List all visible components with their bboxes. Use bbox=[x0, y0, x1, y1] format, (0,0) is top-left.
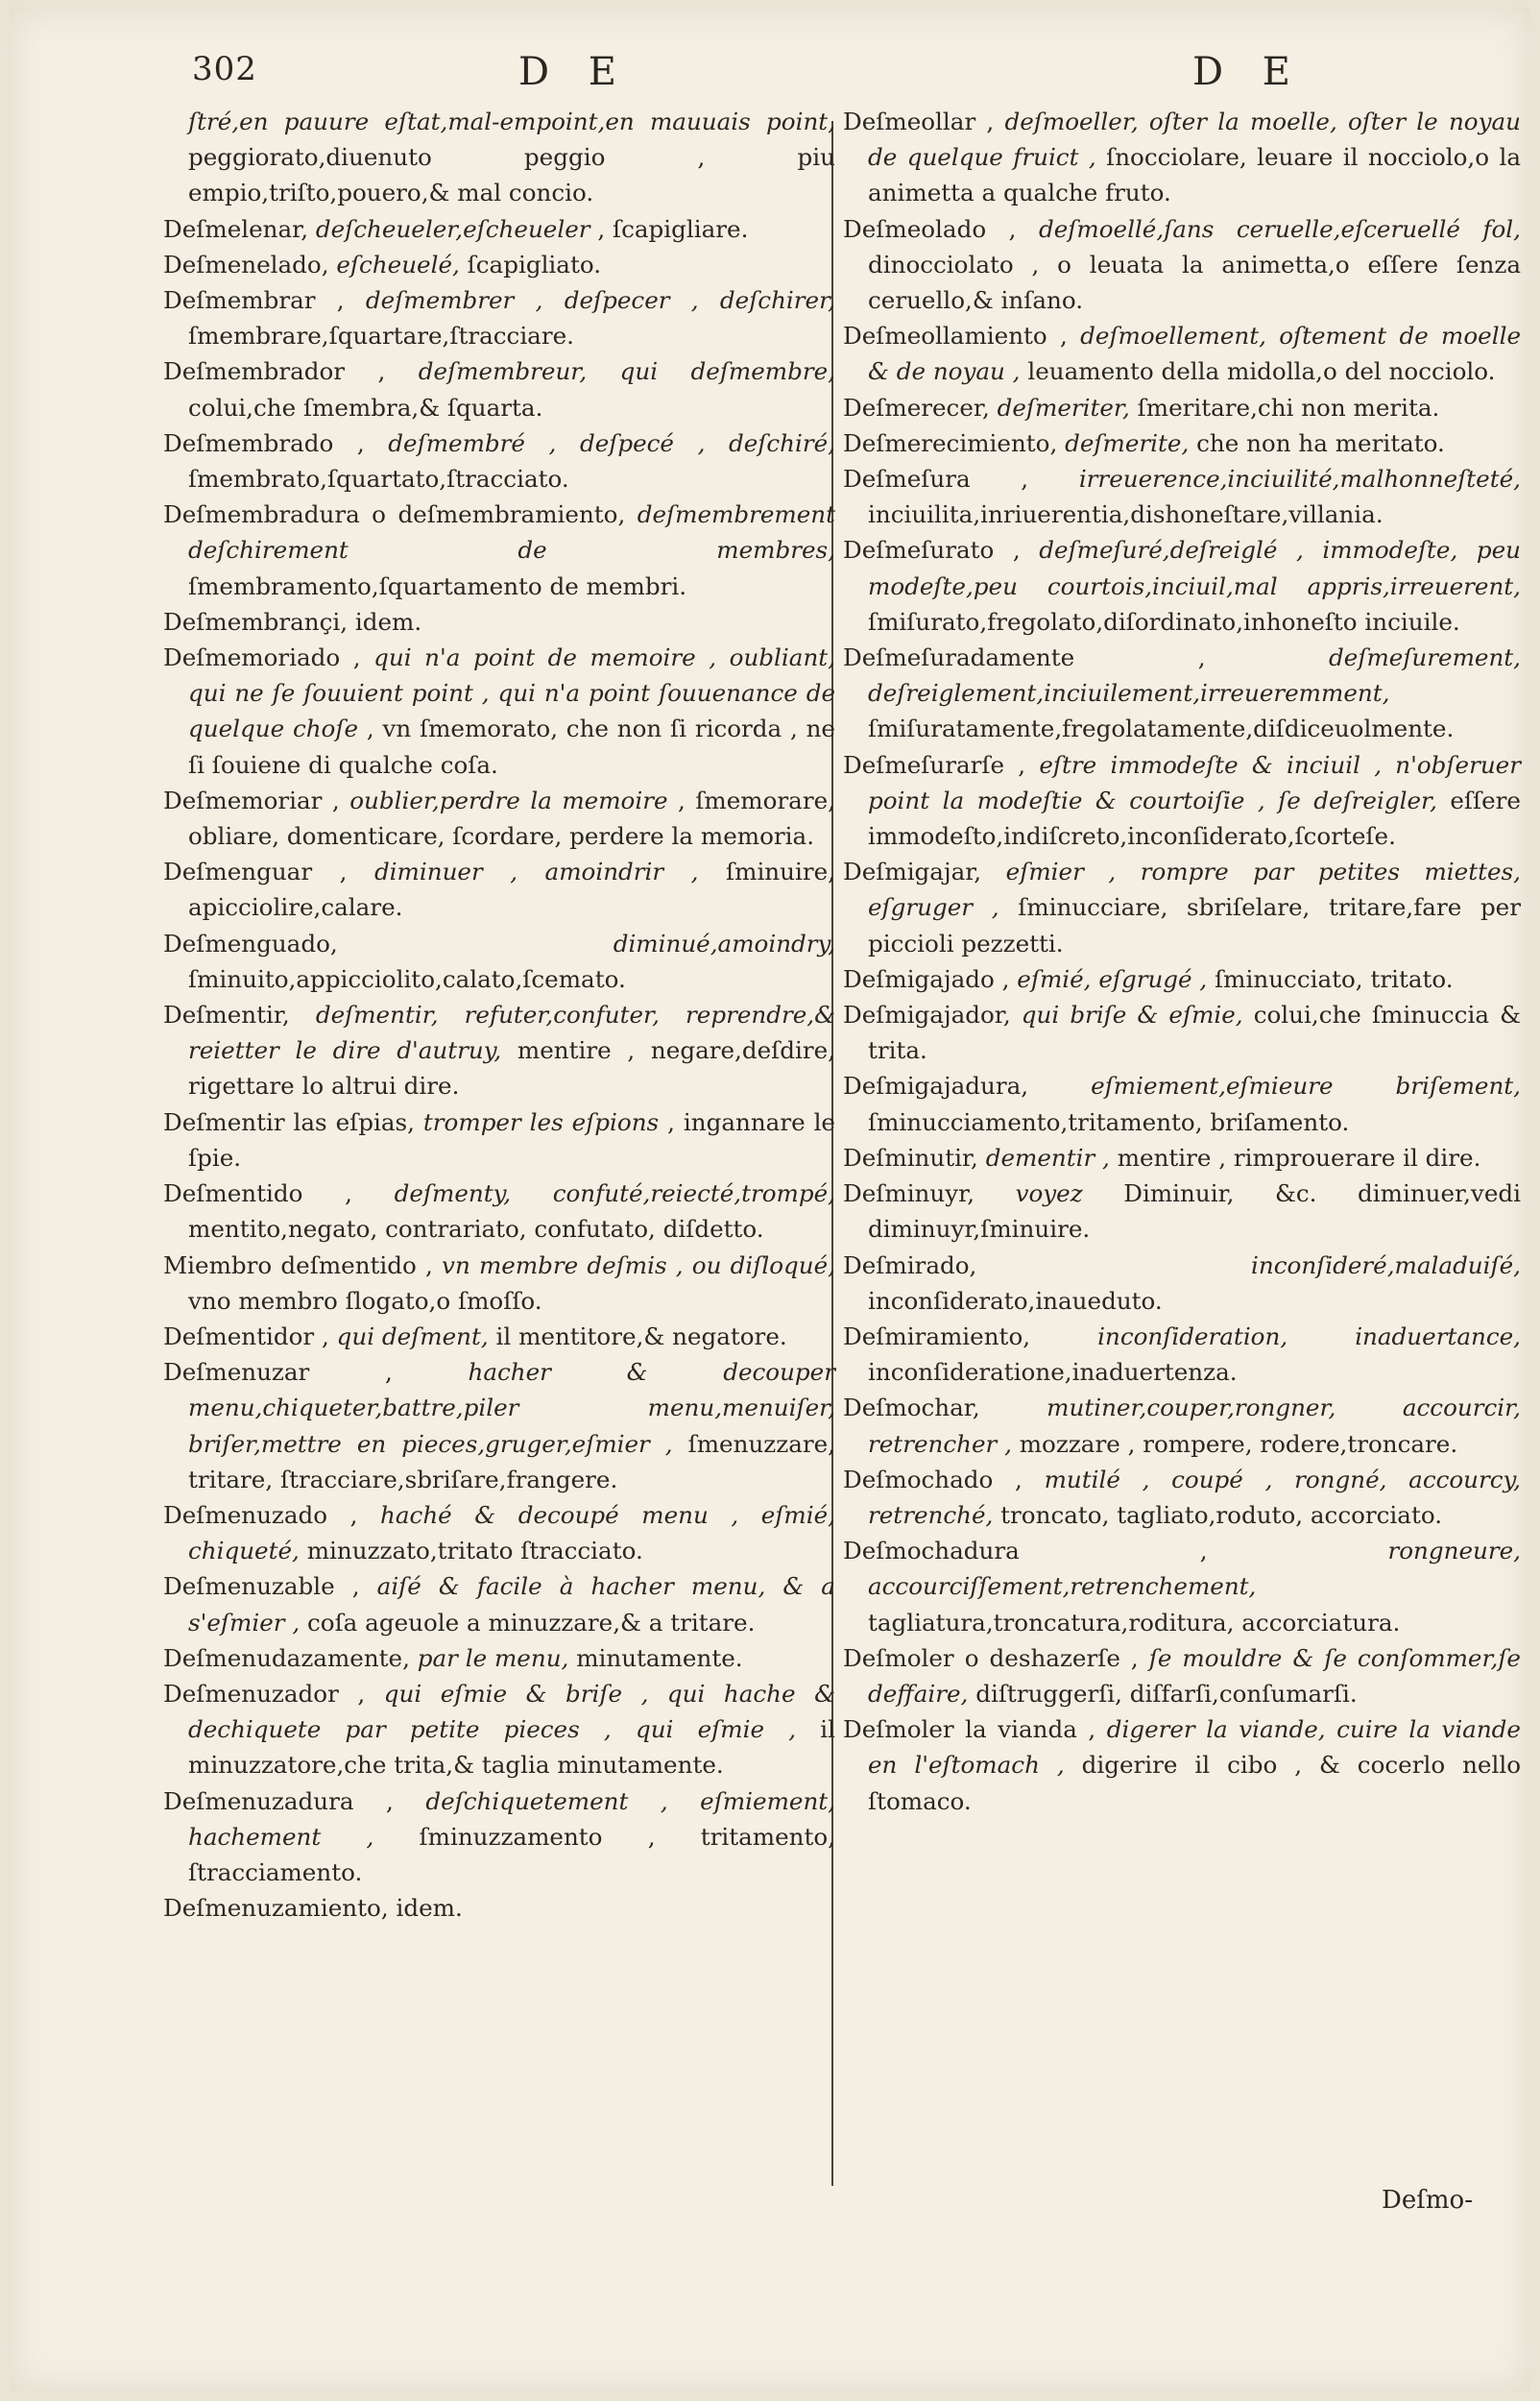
entry-french-gloss: inconſideré,maladuiſé, bbox=[1251, 1250, 1521, 1279]
dictionary-entry bbox=[843, 104, 1521, 211]
dictionary-entry bbox=[843, 318, 1521, 389]
entry-italian-gloss: mentire , negare,deſdire, rigettare lo altrui dire. bbox=[188, 1036, 835, 1101]
entry-headword: Deſmembrançi, bbox=[163, 607, 349, 636]
entry-headword: Deſmeſura , bbox=[843, 465, 1029, 494]
entry-headword: Deſmigajar, bbox=[843, 858, 982, 886]
entry-french-gloss: deſmeriter, bbox=[997, 393, 1130, 422]
entry-french-gloss: digerer la viande, cuire la viande en l'eſtomach , bbox=[868, 1715, 1521, 1780]
entry-french-gloss: oublier,perdre la memoire bbox=[349, 786, 668, 814]
entry-headword: Deſmembrado , bbox=[163, 428, 365, 457]
entry-italian-gloss: il mentitore,& negatore. bbox=[495, 1322, 787, 1350]
entry-french-gloss: eſtre immodeſte & inciuil , n'obſeruer point la modeſtie & courtoiſie , ſe deſreigler, bbox=[868, 750, 1521, 814]
entry-headword: Deſmigajador, bbox=[843, 1001, 1011, 1030]
entry-headword: Deſmentido , bbox=[163, 1179, 352, 1208]
entry-headword: Deſmenuzable , bbox=[163, 1572, 360, 1601]
entry-french-gloss: eſmié, eſgrugé , bbox=[1017, 964, 1208, 993]
entry-headword: Deſmenuzador , bbox=[163, 1679, 366, 1708]
right-column bbox=[843, 104, 1521, 1819]
dictionary-entry bbox=[163, 1783, 835, 1891]
dictionary-entry bbox=[163, 1640, 835, 1676]
dictionary-entry bbox=[843, 211, 1521, 319]
entry-headword: Deſmochado , bbox=[843, 1465, 1023, 1493]
entry-italian-gloss: ſminuire, apicciolire,calare. bbox=[188, 858, 835, 922]
entry-headword: Deſmembrar , bbox=[163, 286, 345, 315]
entry-italian-gloss: dinocciolato , o leuata la animetta,o eſſere ſenza ceruello,& inſano. bbox=[868, 250, 1521, 315]
page-number: 302 bbox=[192, 50, 257, 88]
entry-french-gloss: mutilé , coupé , rongné, accourcy, retrenché, bbox=[868, 1465, 1521, 1529]
entry-italian-gloss: troncato, tagliato,roduto, accorciato. bbox=[1000, 1500, 1443, 1529]
entry-italian-gloss: idem. bbox=[354, 607, 422, 636]
entry-headword: Deſmoler la vianda , bbox=[843, 1715, 1096, 1744]
dictionary-entry bbox=[163, 1568, 835, 1639]
entry-french-gloss: eſmiement,eſmieure briſement, bbox=[1091, 1072, 1521, 1101]
entry-headword: Deſminuyr, bbox=[843, 1179, 975, 1208]
entry-italian-gloss: che non ha meritato. bbox=[1196, 428, 1445, 457]
dictionary-entry bbox=[163, 1890, 835, 1926]
entry-italian-gloss: ſminuito,appicciolito,calato,ſcemato. bbox=[188, 964, 626, 993]
running-head bbox=[10, 50, 1530, 98]
entry-french-gloss: mutiner,couper,rongner, accourcir, retrencher , bbox=[868, 1394, 1521, 1458]
dictionary-page bbox=[10, 8, 1530, 2391]
entry-french-gloss: deſmembreur, qui deſmembre, bbox=[418, 357, 835, 386]
entry-french-gloss: deſmembrement deſchirement de membres, bbox=[188, 500, 835, 565]
entry-french-gloss: deſmeſuré,deſreiglé , immodeſte, peu modeſte,peu courtois,inciuil,mal appris,irreuerent, bbox=[868, 536, 1522, 600]
entry-italian-gloss: inciuilita,inriuerentia,dishoneſtare,villania. bbox=[868, 500, 1384, 529]
dictionary-entry bbox=[163, 997, 835, 1104]
left-column bbox=[163, 104, 835, 1926]
dictionary-entry bbox=[163, 604, 835, 640]
entry-headword: Deſmentidor , bbox=[163, 1322, 329, 1350]
right-running-letters: D E bbox=[1192, 50, 1304, 94]
dictionary-entry bbox=[163, 854, 835, 925]
dictionary-entry bbox=[843, 747, 1521, 855]
entry-italian-gloss: ſmembramento,ſquartamento de membri. bbox=[188, 571, 687, 600]
entry-italian-gloss: ſminuzzamento , tritamento, ſtracciamento. bbox=[188, 1822, 835, 1886]
entry-italian-gloss: ſminucciare, sbriſelare, tritare,fare per piccioli pezzetti. bbox=[868, 893, 1521, 958]
entry-french-gloss: eſcheuelé, bbox=[336, 250, 460, 279]
entry-headword: Deſmirado, bbox=[843, 1250, 977, 1279]
entry-italian-gloss: ſnocciolare, leuare il nocciolo,o la animetta a qualche fruto. bbox=[868, 143, 1521, 207]
entry-headword: Deſmigajado , bbox=[843, 964, 1010, 993]
entry-french-gloss: deſmoellement, oſtement de moelle & de noyau , bbox=[868, 322, 1522, 386]
dictionary-entry bbox=[163, 282, 835, 353]
entry-italian-gloss: , ſcapigliare. bbox=[597, 214, 749, 243]
entry-headword: Deſmeollar , bbox=[843, 108, 995, 135]
entry-italian-gloss: colui,che ſminuccia & trita. bbox=[868, 1001, 1521, 1065]
dictionary-entry bbox=[163, 1676, 835, 1783]
entry-french-gloss: vn membre deſmis , ou diſloqué, bbox=[442, 1250, 835, 1279]
dictionary-entry bbox=[163, 425, 835, 497]
entry-headword: Deſmoler o deshazerſe , bbox=[843, 1643, 1139, 1672]
entry-headword: Deſmembradura o deſmembramiento, bbox=[163, 500, 626, 529]
entry-headword: Deſmeſuradamente , bbox=[843, 643, 1206, 672]
dictionary-entry bbox=[163, 353, 835, 424]
entry-french-gloss: deſcheueler,eſcheueler bbox=[315, 214, 590, 243]
entry-headword: Deſmemoriado , bbox=[163, 643, 361, 672]
entry-french-gloss: par le menu, bbox=[417, 1643, 569, 1672]
entry-italian-gloss: vno membro ſlogato,o ſmoſſo. bbox=[188, 1286, 542, 1315]
entry-french-gloss: deſmerite, bbox=[1065, 428, 1190, 457]
entry-french-gloss: eſmier , rompre par petites miettes, eſgruger , bbox=[868, 858, 1521, 922]
catchword: Deſmo- bbox=[1382, 2186, 1473, 2215]
entry-headword: Deſmenuzar , bbox=[163, 1358, 393, 1387]
entry-french-gloss: inconſideration, inaduertance, bbox=[1097, 1322, 1521, 1350]
dictionary-entry bbox=[163, 1354, 835, 1497]
entry-italian-gloss: ſminucciamento,tritamento, briſamento. bbox=[868, 1107, 1350, 1136]
dictionary-entry bbox=[843, 854, 1521, 961]
dictionary-entry bbox=[163, 1176, 835, 1247]
entry-italian-gloss: mentire , rimprouerare il dire. bbox=[1117, 1143, 1481, 1172]
dictionary-entry bbox=[843, 461, 1521, 532]
dictionary-entry bbox=[843, 1319, 1521, 1390]
entry-italian-gloss: leuamento della midolla,o del nocciolo. bbox=[1027, 357, 1496, 386]
entry-italian-gloss: ſmembrato,ſquartato,ſtracciato. bbox=[188, 465, 569, 494]
dictionary-entry bbox=[163, 247, 835, 282]
entry-french-gloss: deſmenty, confuté,reiecté,trompé, bbox=[394, 1179, 835, 1208]
entry-headword: Miembro deſmentido , bbox=[163, 1250, 433, 1279]
entry-headword: Deſmeollamiento , bbox=[843, 322, 1068, 351]
dictionary-entry bbox=[843, 1462, 1521, 1533]
entry-french-gloss: qui eſmie & briſe , qui hache & dechiquete par petite pieces , qui eſmie , bbox=[188, 1679, 835, 1744]
dictionary-entry bbox=[163, 783, 835, 854]
dictionary-entry bbox=[843, 390, 1521, 425]
entry-italian-gloss: , ingannare le ſpie. bbox=[188, 1107, 835, 1172]
entry-headword: Deſmochadura , bbox=[843, 1537, 1208, 1565]
entry-french-gloss: tromper les eſpions bbox=[422, 1107, 660, 1136]
entry-french-gloss: deſmeſurement, deſreiglement,inciuilement,irreueremment, bbox=[868, 643, 1521, 708]
entry-italian-gloss: , ſmemorare, obliare, domenticare, ſcordare, perdere la memoria. bbox=[188, 786, 835, 851]
dictionary-entry bbox=[843, 425, 1521, 461]
entry-french-gloss: qui deſment, bbox=[336, 1322, 489, 1350]
entry-headword: Deſmenuzado , bbox=[163, 1500, 358, 1529]
entry-italian-gloss: ſmenuzzare, tritare, ſtracciare,sbriſare,frangere. bbox=[188, 1429, 835, 1493]
left-running-letters: D E bbox=[518, 50, 630, 94]
entry-italian-gloss: minuzzato,tritato ſtracciato. bbox=[306, 1537, 643, 1565]
dictionary-entry bbox=[843, 1068, 1521, 1139]
entry-headword: Deſmemoriar , bbox=[163, 786, 340, 814]
entry-headword: Deſmeſurato , bbox=[843, 536, 1021, 565]
entry-headword: Deſmentir, bbox=[163, 1001, 290, 1030]
dictionary-entry bbox=[843, 1390, 1521, 1461]
entry-french-gloss: ſtré,en pauure eſtat,mal-empoint,en mauuais point, bbox=[188, 108, 835, 135]
entry-italian-gloss: , vn ſmemorato, che non ſi ricorda , ne ſi ſouiene di qualche coſa. bbox=[188, 715, 835, 779]
entry-headword: Deſmerecimiento, bbox=[843, 428, 1058, 457]
dictionary-entry bbox=[163, 1248, 835, 1319]
entry-french-gloss: hacher & decouper menu,chiqueter,battre,piler menu,menuiſer, briſer,mettre en pieces,gruger,eſmier , bbox=[188, 1358, 835, 1458]
dictionary-entry bbox=[163, 1104, 835, 1176]
entry-french-gloss: aiſé & facile à hacher menu, & a s'eſmier , bbox=[188, 1572, 835, 1637]
entry-headword: Deſmelenar, bbox=[163, 214, 309, 243]
dictionary-entry bbox=[843, 1248, 1521, 1319]
entry-italian-gloss: peggiorato,diuenuto peggio , piu empio,triſto,pouero,& mal concio. bbox=[188, 143, 835, 207]
entry-french-gloss: qui n'a point de memoire , oubliant, qui ne ſe ſouuient point , qui n'a point ſouuenance de quelque choſe bbox=[188, 643, 835, 743]
entry-italian-gloss: diſtruggerſi, diſfarſi,conſumarſi. bbox=[975, 1679, 1358, 1708]
entry-headword: Deſmembrador , bbox=[163, 357, 386, 386]
entry-french-gloss: diminuer , amoindrir , bbox=[373, 858, 699, 886]
entry-italian-gloss: tagliatura,troncatura,roditura, accorciatura. bbox=[868, 1608, 1401, 1637]
dictionary-entry bbox=[163, 1319, 835, 1354]
entry-french-gloss: qui briſe & eſmie, bbox=[1021, 1001, 1243, 1030]
entry-italian-gloss: mentito,negato, contrariato, confutato, diſdetto. bbox=[188, 1215, 764, 1244]
dictionary-entry bbox=[163, 640, 835, 783]
entry-french-gloss: deſmembrer , deſpecer , deſchirer, bbox=[365, 286, 835, 315]
entry-italian-gloss: colui,che ſmembra,& ſquarta. bbox=[188, 393, 543, 422]
entry-headword: Deſmigajadura, bbox=[843, 1072, 1029, 1101]
entry-french-gloss: voyez bbox=[1015, 1179, 1083, 1208]
entry-french-gloss: dementir , bbox=[985, 1143, 1110, 1172]
dictionary-entry bbox=[843, 532, 1521, 640]
entry-french-gloss: haché & decoupé menu , eſmié, chiqueté, bbox=[188, 1500, 835, 1565]
entry-headword: Deſmenudazamente, bbox=[163, 1643, 410, 1672]
dictionary-entry bbox=[843, 997, 1521, 1068]
dictionary-entry bbox=[843, 961, 1521, 997]
entry-french-gloss: deſmoeller, oſter la moelle, oſter le noyau de quelque fruict , bbox=[868, 108, 1521, 172]
dictionary-entry bbox=[843, 1140, 1521, 1176]
entry-italian-gloss: inconſiderato,inaueduto. bbox=[868, 1286, 1163, 1315]
entry-french-gloss: deſmentir, refuter,confuter, reprendre,& reietter le dire d'autruy, bbox=[188, 1001, 835, 1065]
dictionary-entry bbox=[843, 1176, 1521, 1247]
entry-italian-gloss: il minuzzatore,che trita,& taglia minutamente. bbox=[188, 1715, 835, 1780]
entry-italian-gloss: minutamente. bbox=[576, 1643, 743, 1672]
entry-italian-gloss: ſcapigliato. bbox=[467, 250, 602, 279]
entry-headword: Deſmeolado , bbox=[843, 214, 1017, 243]
entry-headword: Deſmentir las eſpias, bbox=[163, 1107, 415, 1136]
entry-italian-gloss: coſa ageuole a minuzzare,& a tritare. bbox=[307, 1608, 756, 1637]
entry-french-gloss: rongneure, accourciſſement,retrenchement, bbox=[868, 1537, 1521, 1601]
dictionary-entry bbox=[843, 640, 1521, 747]
entry-headword: Deſmeſurarſe , bbox=[843, 750, 1026, 779]
dictionary-entry bbox=[843, 1533, 1521, 1640]
entry-headword: Deſmenuzadura , bbox=[163, 1786, 394, 1815]
entry-italian-gloss: inconſideratione,inaduertenza. bbox=[868, 1358, 1238, 1387]
entry-italian-gloss: eſſere immodeſto,indiſcreto,inconſiderato,ſcorteſe. bbox=[868, 786, 1521, 851]
entry-italian-gloss: ſminucciato, tritato. bbox=[1215, 964, 1454, 993]
entry-french-gloss: deſmembré , deſpecé , deſchiré, bbox=[388, 428, 835, 457]
entry-italian-gloss: Diminuir, &c. diminuer,vedi diminuyr,ſminuire. bbox=[868, 1179, 1521, 1244]
dictionary-entry bbox=[163, 211, 835, 247]
dictionary-entry bbox=[843, 1711, 1521, 1819]
entry-headword: Deſmenelado, bbox=[163, 250, 329, 279]
dictionary-entry bbox=[843, 1640, 1521, 1711]
entry-headword: Deſmenuzamiento, bbox=[163, 1894, 389, 1923]
entry-italian-gloss: ſmembrare,ſquartare,ſtracciare. bbox=[188, 322, 574, 351]
entry-italian-gloss: digerire il cibo , & cocerlo nello ſtomaco. bbox=[868, 1751, 1522, 1815]
dictionary-entry bbox=[163, 926, 835, 997]
entry-headword: Deſmerecer, bbox=[843, 393, 990, 422]
entry-french-gloss: deſmoellé,ſans ceruelle,eſceruellé fol, bbox=[1038, 214, 1521, 243]
entry-italian-gloss: idem. bbox=[396, 1894, 463, 1923]
entry-french-gloss: ſe mouldre & ſe conſommer,ſe deffaire, bbox=[868, 1643, 1521, 1708]
entry-headword: Deſminutir, bbox=[843, 1143, 978, 1172]
dictionary-entry bbox=[163, 497, 835, 604]
entry-french-gloss: irreuerence,inciuilité,malhonneſteté, bbox=[1078, 465, 1521, 494]
entry-italian-gloss: ſmiſurato,fregolato,diſordinato,inhoneſto inciuile. bbox=[868, 607, 1460, 636]
entry-french-gloss: diminué,amoindry, bbox=[613, 929, 835, 958]
entry-french-gloss: deſchiquetement , eſmiement, hachement , bbox=[188, 1786, 835, 1851]
entry-headword: Deſmenguado, bbox=[163, 929, 338, 958]
dictionary-entry bbox=[163, 104, 835, 211]
entry-headword: Deſmochar, bbox=[843, 1394, 980, 1422]
entry-headword: Deſmenguar , bbox=[163, 858, 348, 886]
entry-italian-gloss: mozzare , rompere, rodere,troncare. bbox=[1019, 1429, 1458, 1458]
entry-italian-gloss: ſmiſuratamente,fregolatamente,diſdiceuolmente. bbox=[868, 715, 1455, 743]
dictionary-entry bbox=[163, 1497, 835, 1568]
entry-italian-gloss: ſmeritare,chi non merita. bbox=[1137, 393, 1440, 422]
entry-headword: Deſmiramiento, bbox=[843, 1322, 1031, 1350]
